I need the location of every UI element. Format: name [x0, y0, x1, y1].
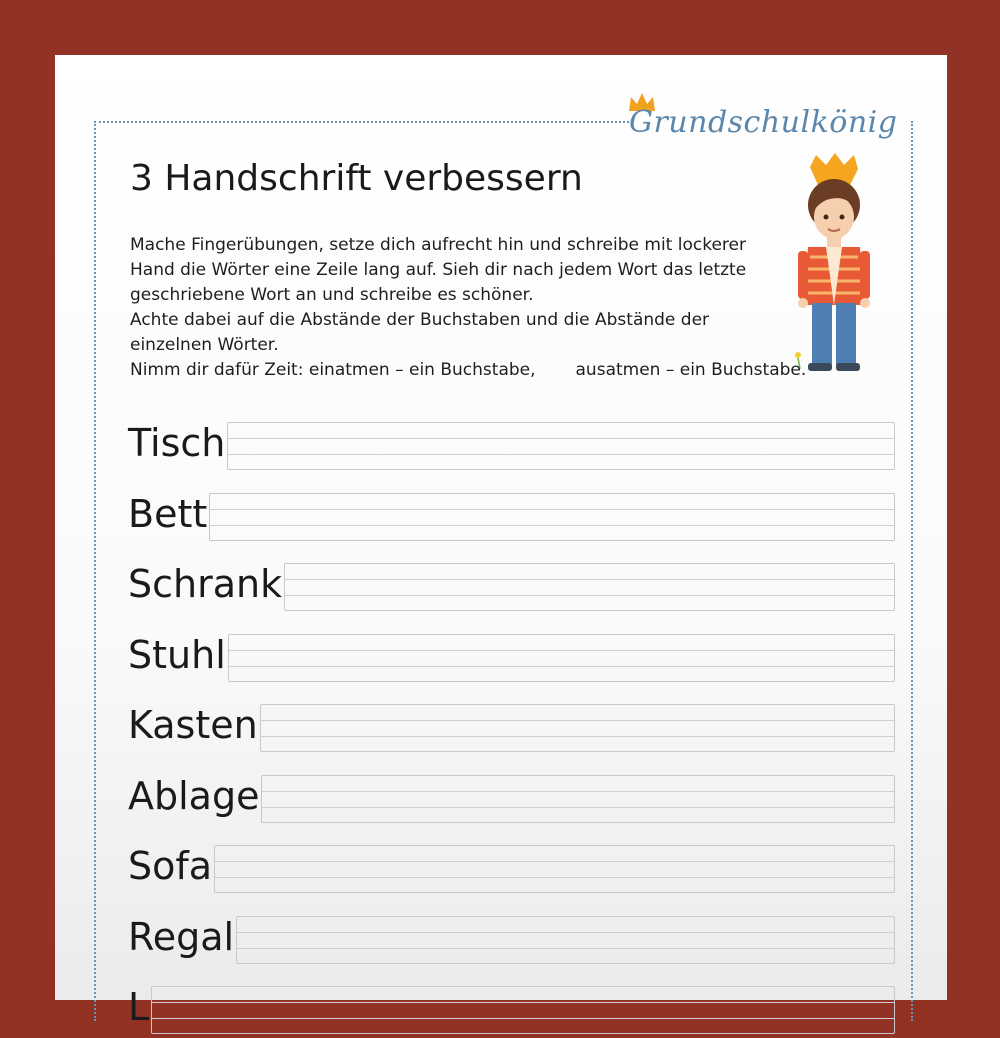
- practice-word: L: [128, 985, 150, 1029]
- practice-word: Regal: [128, 914, 235, 959]
- instruction-line: Achte dabei auf die Abstände der Buchstaben und die Abstände der: [130, 310, 710, 330]
- practice-row: [128, 843, 893, 897]
- practice-word: Bett: [128, 491, 208, 536]
- writing-lines[interactable]: [209, 493, 895, 541]
- writing-lines[interactable]: [228, 634, 895, 682]
- practice-row: [128, 984, 893, 1038]
- practice-word: Kasten: [128, 703, 258, 747]
- brand-logo: [627, 97, 927, 147]
- breath-instruction-exhale: ausatmen – ein Buchstabe.: [575, 360, 807, 380]
- practice-word: Tisch: [128, 421, 226, 465]
- instruction-line: Hand die Wörter eine Zeile lang auf. Sieh dir nach jedem Wort das letzte: [130, 260, 747, 280]
- breath-instruction: [130, 358, 810, 383]
- breath-instruction-inhale: Nimm dir dafür Zeit: einatmen – ein Buchstabe,: [130, 360, 536, 380]
- practice-row: [128, 420, 893, 474]
- instructions-text: [130, 233, 810, 383]
- practice-word: Schrank: [128, 562, 283, 606]
- page-title: 3 Handschrift verbessern: [130, 158, 583, 199]
- brand-logo-text: Grundschulkönig: [629, 105, 898, 140]
- dotted-border-top: [94, 121, 629, 123]
- writing-lines[interactable]: [214, 845, 895, 893]
- writing-lines[interactable]: [227, 422, 895, 470]
- writing-lines[interactable]: [151, 986, 895, 1034]
- practice-word: Sofa: [128, 844, 213, 888]
- practice-word: Ablage: [128, 773, 260, 818]
- practice-word: Stuhl: [128, 632, 226, 677]
- practice-row: [128, 491, 893, 545]
- writing-lines[interactable]: [236, 916, 895, 964]
- writing-lines[interactable]: [284, 563, 895, 611]
- instruction-line: Mache Fingerübungen, setze dich aufrecht hin und schreibe mit lockerer: [130, 235, 746, 255]
- worksheet-page: [55, 55, 947, 1029]
- practice-row: [128, 632, 893, 686]
- instruction-line: einzelnen Wörter.: [130, 335, 279, 355]
- instruction-line: geschriebene Wort an und schreibe es schöner.: [130, 285, 534, 305]
- practice-row: [128, 773, 893, 827]
- practice-row: [128, 561, 893, 615]
- writing-lines[interactable]: [260, 704, 895, 752]
- practice-row: [128, 702, 893, 756]
- writing-lines[interactable]: [261, 775, 895, 823]
- practice-row: [128, 914, 893, 968]
